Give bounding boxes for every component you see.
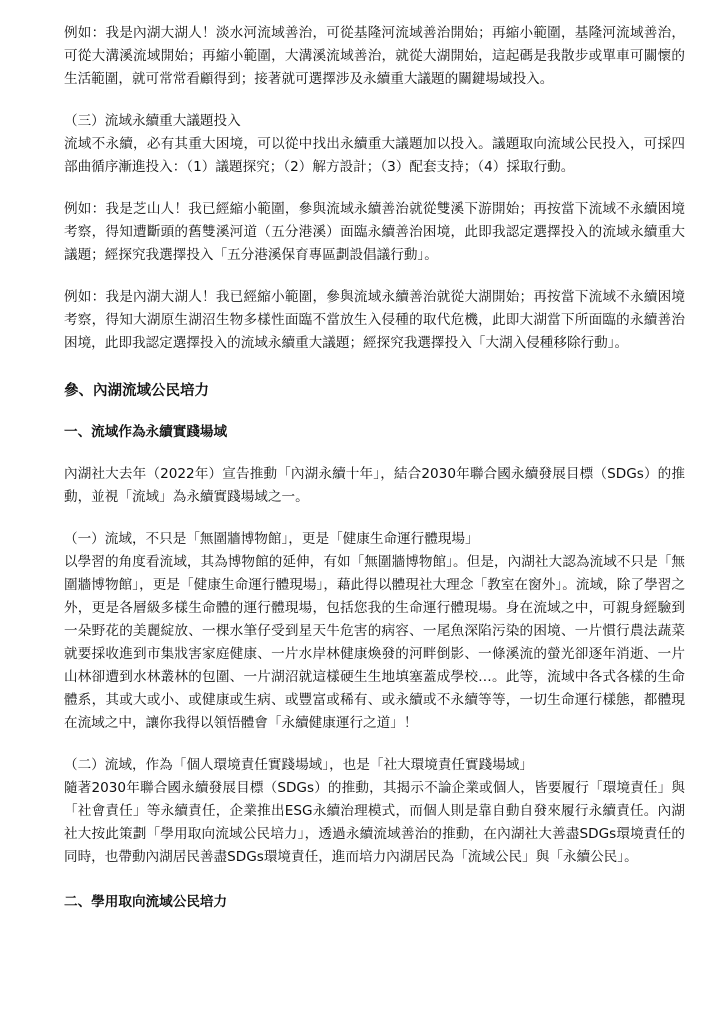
heading-watershed-practice: 一、流域作為永續實踐場域 <box>64 424 228 440</box>
paragraph-dahu-example: 例如：我是內湖大湖人！淡水河流域善治，可從基隆河流域善治開始；再縮小範圍，基隆河流域善治，可從大溝溪流域開始；再縮小範圍，大溝溪流域善治，就從大湖開始，這起碼是我散步或單車可關懷的生活範圍，就可常常看顧得到；接著就可選擇涉及永續重大議題的關鍵場域投入。 <box>64 25 685 87</box>
section-2-title: （二）流域，作為「個人環境責任實踐場域」，也是「社大環境責任實踐場域」 <box>64 757 533 773</box>
section-3-title: （三）流域永續重大議題投入 <box>64 113 241 129</box>
heading-main: 參、內湖流域公民培力 <box>64 383 209 399</box>
paragraph-dahu-invasive-example: 例如：我是內湖大湖人！我已經縮小範圍，參與流域永續善治就從大湖開始；再按當下流域不永續困境考察，得知大湖原生湖沼生物多樣性面臨不當放生入侵種的取代危機，此即大湖當下所面臨的永續善治困境，此即我認定選擇投入的流域永續重大議題；經探究我選擇投入「大湖入侵種移除行動」。 <box>64 289 685 351</box>
section-2-body: 隨著2030年聯合國永續發展目標（SDGs）的推動，其揭示不論企業或個人，皆要履行「環境責任」與「社會責任」等永續責任，企業推出ESG永續治理模式，而個人則是靠自動自發來履行永續責任。內湖社大按此策劃「學用取向流域公民培力」，透過永續流域善治的推動，在內湖社大善盡SDGs環境責任的同時，也帶動內湖居民善盡SDGs環境責任，進而培力內湖居民為「流域公民」與「永續公民」。 <box>64 780 685 865</box>
section-1-body: 以學習的角度看流域，其為博物館的延伸，有如「無圍牆博物館」。但是，內湖社大認為流域不只是「無圍牆博物館」，更是「健康生命運行體現場」，藉此得以體現社大理念「教室在窗外」。流域，除了學習之外，更是各層級多樣生命體的運行體現場，包括您我的生命運行體現場。身在流域之中，可親身經驗到一朵野花的美麗綻放、一棵水筆仔受到星天牛危害的病容、一尾魚深陷污染的困境、一片慣行農法蔬菜就要採收進到市集戕害家庭健康、一片水岸林健康煥發的河畔倒影、一條溪流的螢光卻逐年消逝、一片山林卻遭到水林叢林的包圍、一片湖沼就這樣硬生生地填塞蓋成學校…。此等，流域中各式各樣的生命體系，其或大或小、或健康或生病、或豐富或稀有、或永續或不永續等等，一切生命運行樣態，都體現在流域之中，讓你我得以領悟體會「永續健康運行之道」！ <box>64 554 685 731</box>
paragraph-neihu-sustainability: 內湖社大去年（2022年）宣告推動「內湖永續十年」，結合2030年聯合國永續發展目標（SDGs）的推動，並視「流域」為永續實踐場域之一。 <box>64 466 685 505</box>
section-3-body: 流域不永續，必有其重大困境，可以從中找出永續重大議題加以投入。議題取向流域公民投入，可採四部曲循序漸進投入：（1）議題探究；（2）解方設計；（3）配套支持；（4）採取行動。 <box>64 136 685 175</box>
paragraph-zhishan-example: 例如：我是芝山人！我已經縮小範圍，參與流域永續善治就從雙溪下游開始；再按當下流域不永續困境考察，得知遭斷頭的舊雙溪河道（五分港溪）面臨永續善治困境，此即我認定選擇投入的流域永續重大議題；經探究我選擇投入「五分港溪保育專區劃設倡議行動」。 <box>64 201 685 263</box>
heading-citizen-empowerment: 二、學用取向流域公民培力 <box>64 894 228 910</box>
section-1-title: （一）流域，不只是「無圍牆博物館」，更是「健康生命運行體現場」 <box>64 531 479 547</box>
